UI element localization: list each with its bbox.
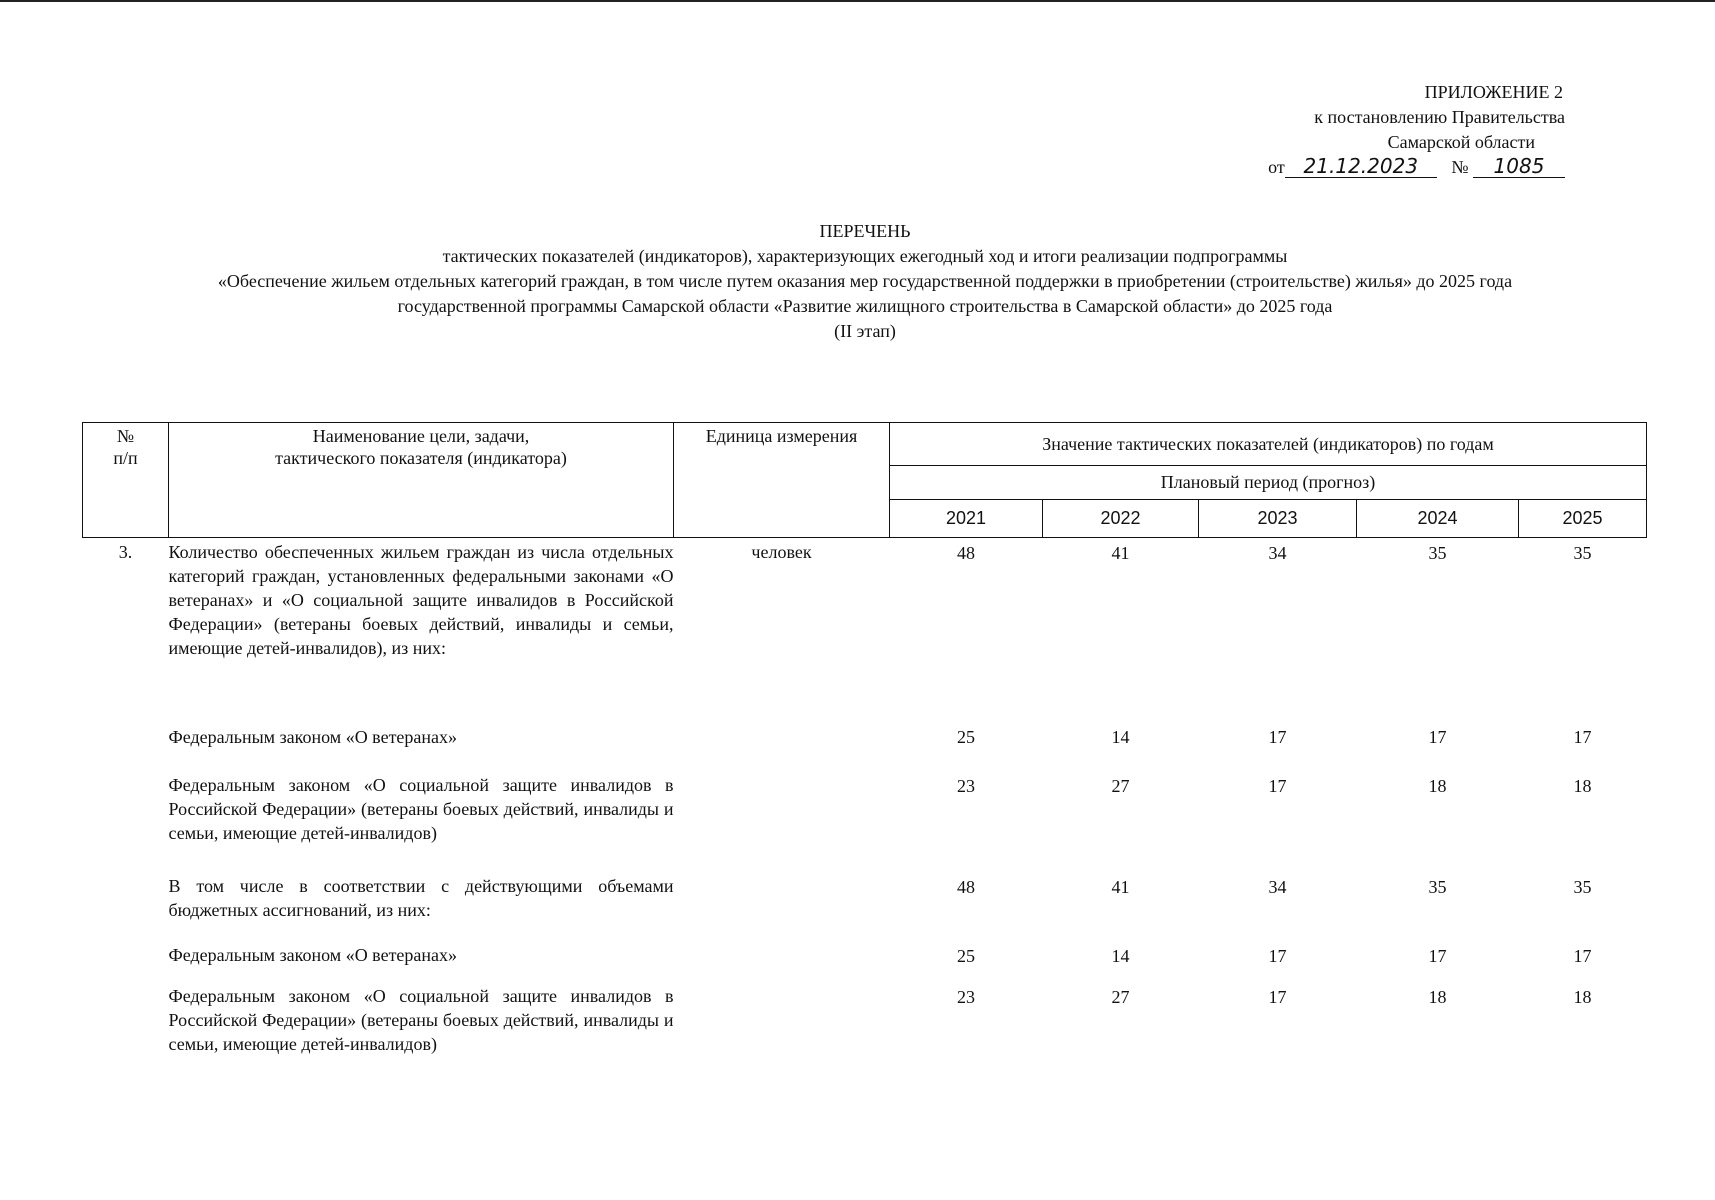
header-number	[83, 423, 169, 538]
row-name: Федеральным законом «О социальной защите инвалидов в Российской Федерации» (ветераны боевых действий, инвалиды и семьи, имеющие детей-инвалидов)	[168, 986, 674, 1054]
value-2022: 41	[1111, 877, 1130, 897]
value-2024: 35	[1428, 877, 1447, 897]
value-2021: 23	[957, 987, 975, 1007]
table-row	[83, 941, 1647, 982]
row-name: Федеральным законом «О ветеранах»	[168, 945, 458, 965]
table-row	[83, 872, 1647, 941]
handwritten-date: 21.12.2023	[1285, 155, 1437, 178]
appendix-label: ПРИЛОЖЕНИЕ 2	[1424, 82, 1563, 102]
title-line-2: «Обеспечение жильем отдельных категорий граждан, в том числе путем оказания мер государственной поддержки в приобретении (строительстве) жилья» до 2025 года	[217, 271, 1513, 291]
header-year-2024: 2024	[1357, 500, 1519, 538]
row-number	[83, 982, 169, 1057]
title-heading: ПЕРЕЧЕНЬ	[819, 221, 911, 241]
value-2024: 17	[1428, 727, 1447, 747]
table-row	[83, 771, 1647, 872]
value-2022: 14	[1111, 946, 1130, 966]
handwritten-number: 1085	[1473, 155, 1565, 178]
title-line-4: (II этап)	[834, 321, 896, 341]
value-2023: 17	[1268, 946, 1287, 966]
value-2025: 18	[1573, 776, 1592, 796]
value-2025: 17	[1573, 946, 1592, 966]
table-row	[83, 719, 1647, 771]
row-name: В том числе в соответствии с действующими объемами бюджетных ассигнований, из них:	[168, 876, 674, 920]
title-line-3: государственной программы Самарской области «Развитие жилищного строительства в Самарской области» до 2025 года	[397, 296, 1333, 316]
value-2025: 18	[1573, 987, 1592, 1007]
document-title	[100, 219, 1630, 344]
header-unit: Единица измерения	[674, 423, 890, 538]
row-number: 3.	[118, 542, 133, 562]
header-name-line-1: Наименование цели, задачи,	[312, 426, 530, 446]
header-name	[169, 423, 674, 538]
row-unit	[674, 771, 890, 872]
value-2023: 34	[1268, 543, 1287, 563]
value-2024: 18	[1428, 776, 1447, 796]
row-number	[83, 941, 169, 982]
row-unit	[674, 719, 890, 771]
value-2021: 48	[957, 877, 975, 897]
row-name: Федеральным законом «О ветеранах»	[168, 727, 458, 747]
value-2023: 34	[1268, 877, 1287, 897]
header-year-2022: 2022	[1043, 500, 1199, 538]
header-year-2025: 2025	[1519, 500, 1647, 538]
scan-top-edge	[0, 0, 1715, 2]
value-2023: 17	[1268, 776, 1287, 796]
header-number-line-1: №	[116, 426, 135, 446]
number-prefix: №	[1451, 157, 1469, 177]
title-line-1: тактических показателей (индикаторов), характеризующих ежегодный ход и итоги реализации подпрограммы	[442, 246, 1288, 266]
value-2024: 35	[1428, 543, 1447, 563]
table-row	[83, 538, 1647, 700]
header-name-line-2: тактического показателя (индикатора)	[275, 448, 567, 468]
row-number	[83, 719, 169, 771]
indicators-table	[82, 422, 1647, 1057]
value-2021: 48	[957, 543, 975, 563]
value-2022: 14	[1111, 727, 1130, 747]
value-2023: 17	[1268, 727, 1287, 747]
value-2021: 23	[957, 776, 975, 796]
value-2025: 17	[1573, 727, 1592, 747]
value-2024: 17	[1428, 946, 1447, 966]
row-unit: человек	[751, 542, 812, 562]
value-2025: 35	[1573, 543, 1592, 563]
header-number-line-2: п/п	[113, 448, 138, 468]
value-2022: 27	[1111, 987, 1130, 1007]
appendix-date-line	[1235, 155, 1565, 180]
appendix-line-1: к постановлению Правительства	[1314, 107, 1565, 127]
row-spacer	[83, 699, 1647, 719]
row-number	[83, 872, 169, 941]
value-2025: 35	[1573, 877, 1592, 897]
header-year-2023: 2023	[1199, 500, 1357, 538]
row-name: Количество обеспеченных жильем граждан из числа отдельных категорий граждан, установленных федеральными законами «О ветеранах» и «О социальной защите инвалидов в Российской Федерации» (ветераны боевых действий, инвалиды и семьи, имеющие детей-инвалидов), из них:	[168, 542, 674, 658]
value-2022: 27	[1111, 776, 1130, 796]
value-2021: 25	[957, 946, 975, 966]
value-2023: 17	[1268, 987, 1287, 1007]
value-2022: 41	[1111, 543, 1130, 563]
date-prefix: от	[1268, 157, 1285, 177]
row-unit	[674, 872, 890, 941]
value-2024: 18	[1428, 987, 1447, 1007]
row-name: Федеральным законом «О социальной защите инвалидов в Российской Федерации» (ветераны боевых действий, инвалиды и семьи, имеющие детей-инвалидов)	[168, 775, 674, 843]
header-values: Значение тактических показателей (индикаторов) по годам	[890, 423, 1647, 466]
header-planned-period: Плановый период (прогноз)	[890, 466, 1647, 500]
header-year-2021: 2021	[890, 500, 1043, 538]
appendix-block	[1235, 80, 1565, 180]
value-2021: 25	[957, 727, 975, 747]
row-unit	[674, 941, 890, 982]
row-unit	[674, 982, 890, 1057]
row-number	[83, 771, 169, 872]
appendix-line-2: Самарской области	[1387, 132, 1535, 152]
table-row	[83, 982, 1647, 1057]
